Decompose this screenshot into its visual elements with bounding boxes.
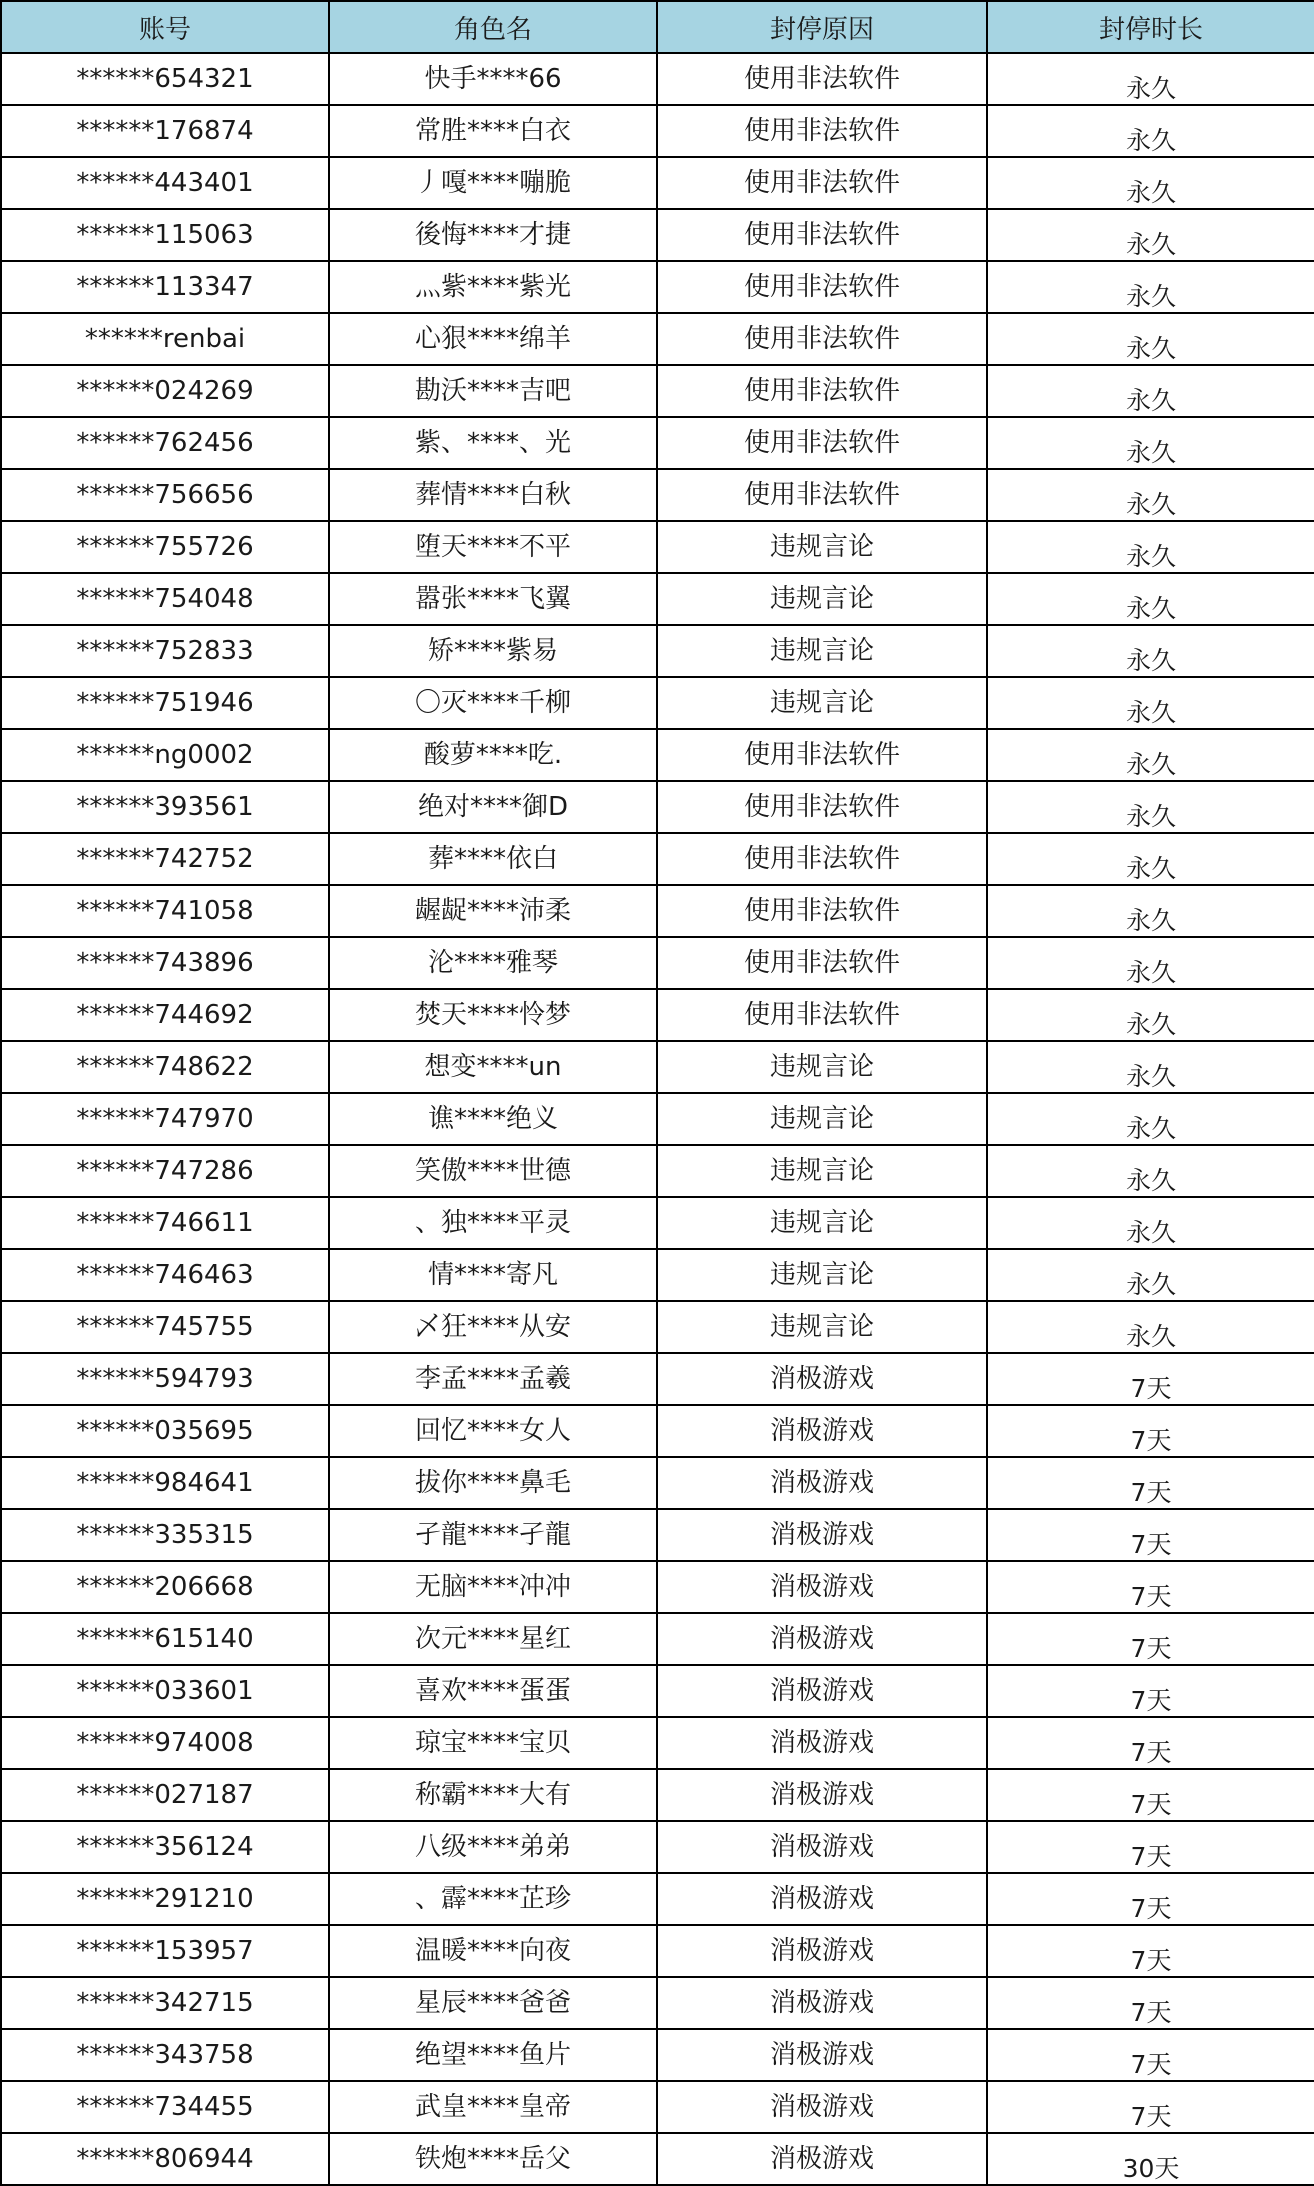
role-name-cell: 拔你****鼻毛	[329, 1457, 657, 1509]
ban-reason-cell: 消极游戏	[657, 2029, 987, 2081]
ban-reason-cell: 使用非法软件	[657, 209, 987, 261]
table-row	[1, 1249, 1314, 1301]
role-name-cell: 、独****平灵	[329, 1197, 657, 1249]
ban-duration-cell: 7天	[987, 1769, 1314, 1821]
ban-duration-cell: 永久	[987, 989, 1314, 1041]
ban-duration-cell: 永久	[987, 573, 1314, 625]
table-row	[1, 1561, 1314, 1613]
table-row	[1, 105, 1314, 157]
account-cell: ******974008	[1, 1717, 329, 1769]
header-ban-reason: 封停原因	[657, 1, 987, 53]
account-cell: ******746463	[1, 1249, 329, 1301]
account-cell: ******747286	[1, 1145, 329, 1197]
ban-reason-cell: 违规言论	[657, 1301, 987, 1353]
ban-duration-cell: 7天	[987, 1925, 1314, 1977]
role-name-cell: 琼宝****宝贝	[329, 1717, 657, 1769]
table-row	[1, 53, 1314, 105]
header-account: 账号	[1, 1, 329, 53]
ban-reason-cell: 使用非法软件	[657, 53, 987, 105]
role-name-cell: 八级****弟弟	[329, 1821, 657, 1873]
table-row	[1, 1197, 1314, 1249]
ban-reason-cell: 消极游戏	[657, 1665, 987, 1717]
role-name-cell: 快手****66	[329, 53, 657, 105]
ban-reason-cell: 消极游戏	[657, 1769, 987, 1821]
ban-duration-cell: 永久	[987, 157, 1314, 209]
table-row	[1, 365, 1314, 417]
table-row	[1, 625, 1314, 677]
account-cell: ******153957	[1, 1925, 329, 1977]
ban-duration-cell: 永久	[987, 1145, 1314, 1197]
ban-reason-cell: 消极游戏	[657, 1561, 987, 1613]
account-cell: ******393561	[1, 781, 329, 833]
account-cell: ******747970	[1, 1093, 329, 1145]
ban-duration-cell: 7天	[987, 1977, 1314, 2029]
ban-duration-cell: 7天	[987, 1873, 1314, 1925]
header-ban-duration: 封停时长	[987, 1, 1314, 53]
ban-reason-cell: 消极游戏	[657, 1925, 987, 1977]
ban-reason-cell: 消极游戏	[657, 1353, 987, 1405]
ban-duration-cell: 7天	[987, 2029, 1314, 2081]
role-name-cell: 常胜****白衣	[329, 105, 657, 157]
role-name-cell: 喜欢****蛋蛋	[329, 1665, 657, 1717]
account-cell: ******206668	[1, 1561, 329, 1613]
ban-duration-cell: 永久	[987, 1301, 1314, 1353]
ban-duration-cell: 7天	[987, 1457, 1314, 1509]
table-row	[1, 2133, 1314, 2185]
role-name-cell: 笑傲****世德	[329, 1145, 657, 1197]
role-name-cell: 温暖****向夜	[329, 1925, 657, 1977]
ban-duration-cell: 永久	[987, 417, 1314, 469]
ban-duration-cell: 永久	[987, 469, 1314, 521]
account-cell: ******335315	[1, 1509, 329, 1561]
ban-duration-cell: 永久	[987, 209, 1314, 261]
ban-duration-cell: 永久	[987, 625, 1314, 677]
ban-reason-cell: 使用非法软件	[657, 989, 987, 1041]
role-name-cell: 情****寄凡	[329, 1249, 657, 1301]
role-name-cell: 矫****紫易	[329, 625, 657, 677]
role-name-cell: 谯****绝义	[329, 1093, 657, 1145]
table-row	[1, 781, 1314, 833]
ban-reason-cell: 使用非法软件	[657, 781, 987, 833]
ban-reason-cell: 消极游戏	[657, 1873, 987, 1925]
table-row	[1, 157, 1314, 209]
account-cell: ******024269	[1, 365, 329, 417]
ban-reason-cell: 消极游戏	[657, 2081, 987, 2133]
table-row	[1, 1665, 1314, 1717]
role-name-cell: 酸萝****吃.	[329, 729, 657, 781]
ban-duration-cell: 7天	[987, 1405, 1314, 1457]
role-name-cell: 紫、****、光	[329, 417, 657, 469]
account-cell: ******035695	[1, 1405, 329, 1457]
account-cell: ******615140	[1, 1613, 329, 1665]
ban-reason-cell: 违规言论	[657, 521, 987, 573]
role-name-cell: 後悔****才捷	[329, 209, 657, 261]
role-name-cell: 绝望****鱼片	[329, 2029, 657, 2081]
table-row	[1, 1717, 1314, 1769]
account-cell: ******744692	[1, 989, 329, 1041]
table-row	[1, 261, 1314, 313]
ban-duration-cell: 永久	[987, 729, 1314, 781]
role-name-cell: 勘沃****吉吧	[329, 365, 657, 417]
account-cell: ******743896	[1, 937, 329, 989]
account-cell: ******754048	[1, 573, 329, 625]
table-row	[1, 2081, 1314, 2133]
ban-duration-cell: 永久	[987, 365, 1314, 417]
table-row	[1, 417, 1314, 469]
table-row	[1, 1821, 1314, 1873]
ban-duration-cell: 7天	[987, 1561, 1314, 1613]
ban-duration-cell: 永久	[987, 833, 1314, 885]
ban-reason-cell: 消极游戏	[657, 2133, 987, 2185]
account-cell: ******654321	[1, 53, 329, 105]
account-cell: ******762456	[1, 417, 329, 469]
ban-duration-cell: 7天	[987, 1613, 1314, 1665]
ban-reason-cell: 消极游戏	[657, 1717, 987, 1769]
role-name-cell: 沦****雅琴	[329, 937, 657, 989]
ban-reason-cell: 使用非法软件	[657, 885, 987, 937]
ban-reason-cell: 违规言论	[657, 677, 987, 729]
account-cell: ******594793	[1, 1353, 329, 1405]
table-row	[1, 521, 1314, 573]
ban-duration-cell: 永久	[987, 261, 1314, 313]
ban-duration-cell: 永久	[987, 677, 1314, 729]
ban-duration-cell: 永久	[987, 313, 1314, 365]
role-name-cell: 堕天****不平	[329, 521, 657, 573]
role-name-cell: 焚天****怜梦	[329, 989, 657, 1041]
account-cell: ******742752	[1, 833, 329, 885]
table-row	[1, 1405, 1314, 1457]
ban-reason-cell: 使用非法软件	[657, 261, 987, 313]
account-cell: ******ng0002	[1, 729, 329, 781]
table-row	[1, 1353, 1314, 1405]
table-row	[1, 937, 1314, 989]
table-row	[1, 729, 1314, 781]
ban-duration-cell: 永久	[987, 1041, 1314, 1093]
role-name-cell: 嚣张****飞翼	[329, 573, 657, 625]
role-name-cell: 龌龊****沛柔	[329, 885, 657, 937]
ban-reason-cell: 消极游戏	[657, 1509, 987, 1561]
role-name-cell: 孑龍****孑龍	[329, 1509, 657, 1561]
account-cell: ******356124	[1, 1821, 329, 1873]
role-name-cell: 铁炮****岳父	[329, 2133, 657, 2185]
ban-reason-cell: 使用非法软件	[657, 937, 987, 989]
table-row	[1, 1145, 1314, 1197]
account-cell: ******741058	[1, 885, 329, 937]
ban-reason-cell: 违规言论	[657, 1041, 987, 1093]
account-cell: ******342715	[1, 1977, 329, 2029]
ban-reason-cell: 使用非法软件	[657, 729, 987, 781]
role-name-cell: 星辰****爸爸	[329, 1977, 657, 2029]
ban-reason-cell: 使用非法软件	[657, 105, 987, 157]
account-cell: ******755726	[1, 521, 329, 573]
role-name-cell: 葬****依白	[329, 833, 657, 885]
ban-reason-cell: 违规言论	[657, 573, 987, 625]
role-name-cell: 、霹****芷珍	[329, 1873, 657, 1925]
account-cell: ******027187	[1, 1769, 329, 1821]
ban-duration-cell: 永久	[987, 937, 1314, 989]
table-row	[1, 1041, 1314, 1093]
account-cell: ******745755	[1, 1301, 329, 1353]
table-row	[1, 1925, 1314, 1977]
account-cell: ******748622	[1, 1041, 329, 1093]
role-name-cell: 回忆****女人	[329, 1405, 657, 1457]
role-name-cell: 武皇****皇帝	[329, 2081, 657, 2133]
table-row	[1, 1977, 1314, 2029]
account-cell: ******113347	[1, 261, 329, 313]
ban-reason-cell: 违规言论	[657, 1093, 987, 1145]
ban-reason-cell: 消极游戏	[657, 1405, 987, 1457]
role-name-cell: 〇灭****千柳	[329, 677, 657, 729]
ban-duration-cell: 永久	[987, 1249, 1314, 1301]
ban-reason-cell: 使用非法软件	[657, 469, 987, 521]
ban-reason-cell: 消极游戏	[657, 1821, 987, 1873]
role-name-cell: 李孟****孟羲	[329, 1353, 657, 1405]
table-row	[1, 885, 1314, 937]
table-row	[1, 313, 1314, 365]
account-cell: ******343758	[1, 2029, 329, 2081]
role-name-cell: 灬紫****紫光	[329, 261, 657, 313]
account-cell: ******806944	[1, 2133, 329, 2185]
ban-duration-cell: 永久	[987, 521, 1314, 573]
role-name-cell: 心狠****绵羊	[329, 313, 657, 365]
role-name-cell: 次元****星红	[329, 1613, 657, 1665]
role-name-cell: 葬情****白秋	[329, 469, 657, 521]
table-row	[1, 1301, 1314, 1353]
table-row	[1, 1509, 1314, 1561]
table-row	[1, 209, 1314, 261]
role-name-cell: 无脑****冲冲	[329, 1561, 657, 1613]
account-cell: ******752833	[1, 625, 329, 677]
account-cell: ******751946	[1, 677, 329, 729]
account-cell: ******renbai	[1, 313, 329, 365]
ban-duration-cell: 永久	[987, 781, 1314, 833]
ban-duration-cell: 7天	[987, 1717, 1314, 1769]
account-cell: ******734455	[1, 2081, 329, 2133]
ban-reason-cell: 违规言论	[657, 1249, 987, 1301]
ban-duration-cell: 永久	[987, 885, 1314, 937]
account-cell: ******115063	[1, 209, 329, 261]
ban-duration-cell: 永久	[987, 1093, 1314, 1145]
table-row	[1, 1093, 1314, 1145]
table-row	[1, 1769, 1314, 1821]
role-name-cell: 绝对****御D	[329, 781, 657, 833]
ban-reason-cell: 消极游戏	[657, 1977, 987, 2029]
ban-duration-cell: 7天	[987, 1509, 1314, 1561]
table-header-row	[1, 1, 1314, 53]
table-row	[1, 1457, 1314, 1509]
table-row	[1, 2029, 1314, 2081]
ban-duration-cell: 30天	[987, 2133, 1314, 2185]
ban-reason-cell: 消极游戏	[657, 1613, 987, 1665]
ban-duration-cell: 7天	[987, 1353, 1314, 1405]
ban-duration-cell: 7天	[987, 1665, 1314, 1717]
ban-reason-cell: 违规言论	[657, 625, 987, 677]
account-cell: ******291210	[1, 1873, 329, 1925]
ban-reason-cell: 使用非法软件	[657, 157, 987, 209]
ban-reason-cell: 使用非法软件	[657, 833, 987, 885]
table-row	[1, 833, 1314, 885]
account-cell: ******443401	[1, 157, 329, 209]
header-role-name: 角色名	[329, 1, 657, 53]
account-cell: ******984641	[1, 1457, 329, 1509]
ban-reason-cell: 使用非法软件	[657, 313, 987, 365]
table-row	[1, 989, 1314, 1041]
ban-duration-cell: 永久	[987, 53, 1314, 105]
table-row	[1, 1613, 1314, 1665]
role-name-cell: 称霸****大有	[329, 1769, 657, 1821]
ban-reason-cell: 使用非法软件	[657, 365, 987, 417]
ban-reason-cell: 违规言论	[657, 1145, 987, 1197]
table-row	[1, 469, 1314, 521]
account-cell: ******033601	[1, 1665, 329, 1717]
ban-reason-cell: 消极游戏	[657, 1457, 987, 1509]
role-name-cell: 丿嘎****嘣脆	[329, 157, 657, 209]
ban-reason-cell: 违规言论	[657, 1197, 987, 1249]
account-cell: ******756656	[1, 469, 329, 521]
role-name-cell: 乄狂****从安	[329, 1301, 657, 1353]
table-row	[1, 1873, 1314, 1925]
ban-duration-cell: 永久	[987, 105, 1314, 157]
table-body	[1, 53, 1314, 2185]
table-row	[1, 677, 1314, 729]
account-cell: ******176874	[1, 105, 329, 157]
ban-duration-cell: 7天	[987, 2081, 1314, 2133]
ban-duration-cell: 7天	[987, 1821, 1314, 1873]
role-name-cell: 想变****un	[329, 1041, 657, 1093]
ban-duration-cell: 永久	[987, 1197, 1314, 1249]
table-row	[1, 573, 1314, 625]
ban-reason-cell: 使用非法软件	[657, 417, 987, 469]
account-cell: ******746611	[1, 1197, 329, 1249]
